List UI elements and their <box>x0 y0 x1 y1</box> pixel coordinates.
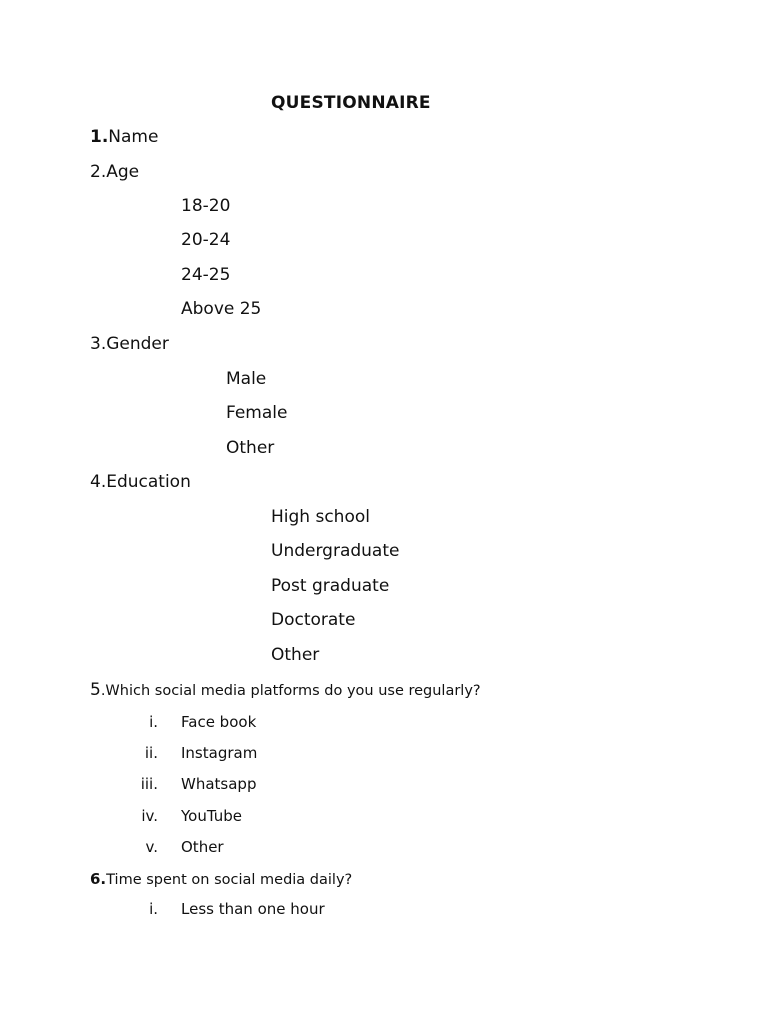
list-marker: i. <box>149 900 158 918</box>
list-marker: v. <box>145 838 158 856</box>
gender-option: Male <box>226 369 267 389</box>
question-gender: 3.Gender <box>90 334 169 354</box>
time-option: Less than one hour <box>181 900 325 918</box>
age-option: 18-20 <box>181 196 231 216</box>
education-option: Undergraduate <box>271 541 400 561</box>
question-education: 4.Education <box>90 472 191 492</box>
list-marker: ii. <box>144 744 158 762</box>
platform-option: Other <box>181 838 224 856</box>
question-label: .Which social media platforms do you use regularly? <box>100 683 481 699</box>
question-number: 5 <box>90 680 101 700</box>
age-option: Above 25 <box>181 299 262 319</box>
education-option: Post graduate <box>271 576 390 596</box>
list-marker: iii. <box>140 775 158 793</box>
age-option: 24-25 <box>181 265 231 285</box>
page-title: QUESTIONNAIRE <box>271 93 431 113</box>
education-option: Doctorate <box>271 610 356 630</box>
question-number: 6. <box>90 870 107 888</box>
platform-option: YouTube <box>181 807 242 825</box>
question-age: 2.Age <box>90 162 140 182</box>
education-option: High school <box>271 507 370 527</box>
education-option: Other <box>271 645 320 665</box>
question-name <box>90 129 158 146</box>
question-label: Time spent on social media daily? <box>106 872 353 888</box>
platform-option: Instagram <box>181 744 258 762</box>
gender-option: Female <box>226 403 288 423</box>
platform-option: Whatsapp <box>181 775 257 793</box>
age-option: 20-24 <box>181 230 231 250</box>
question-label: Name <box>108 127 159 147</box>
gender-option: Other <box>226 438 275 458</box>
list-marker: iv. <box>141 807 158 825</box>
platform-option: Face book <box>181 713 257 731</box>
question-time-spent <box>90 871 352 888</box>
question-platforms <box>90 682 481 699</box>
list-marker: i. <box>149 713 158 731</box>
question-number: 1. <box>90 127 109 147</box>
